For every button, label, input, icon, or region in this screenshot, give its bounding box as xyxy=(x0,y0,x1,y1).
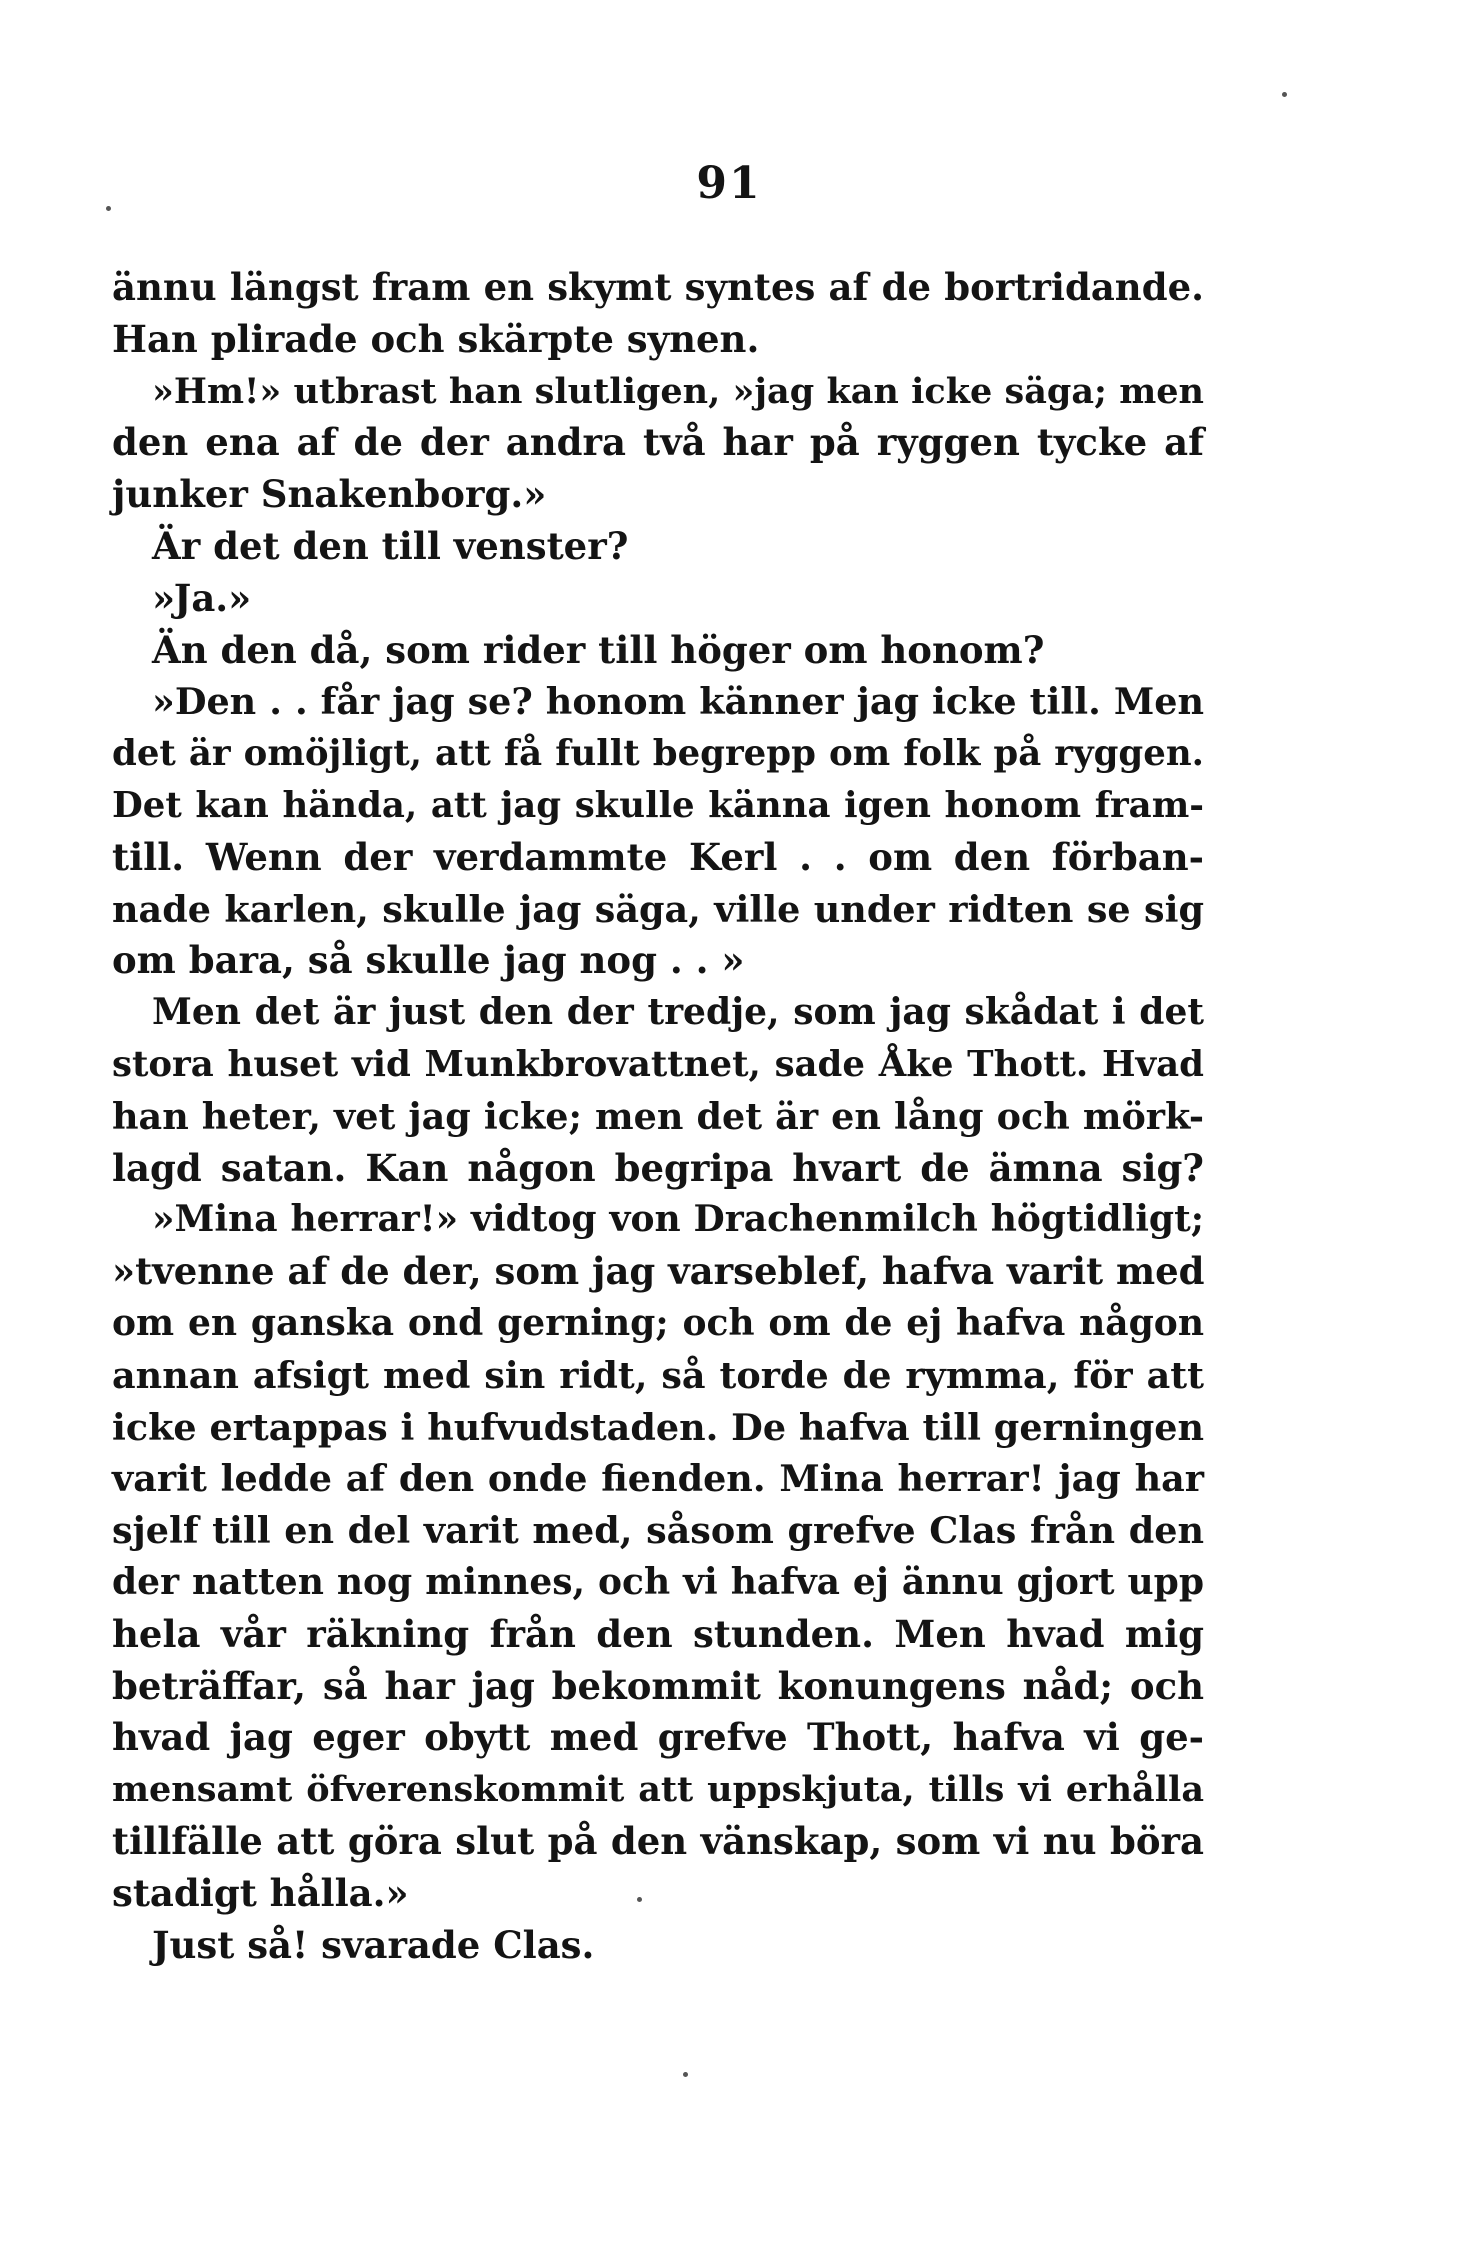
text-line: »tvenne af de der, som jag varseblef, hafva varit med xyxy=(112,1249,1205,1294)
text-line: Men det är just den der tredje, som jag skådat i det xyxy=(152,991,1204,1034)
text-line: junker Snakenborg.» xyxy=(112,472,547,517)
text-line: Just så! svarade Clas. xyxy=(152,1922,595,1967)
text-line: annan afsigt med sin ridt, så torde de rymma, för att xyxy=(112,1353,1204,1397)
text-line: beträffar, så har jag bekommit konungens nåd; och xyxy=(112,1663,1204,1708)
scan-speck xyxy=(683,2072,688,2077)
text-line: stadigt hålla.» xyxy=(112,1870,409,1915)
text-line: Det kan hända, att jag skulle känna igen honom fram- xyxy=(112,784,1204,826)
text-line: sjelf till en del varit med, såsom grefve Clas från den xyxy=(112,1509,1204,1553)
text-line: varit ledde af den onde fienden. Mina herrar! jag har xyxy=(112,1457,1204,1501)
scan-speck xyxy=(1282,92,1287,97)
text-line: Än den då, som rider till höger om honom? xyxy=(152,627,1045,672)
text-line: om en ganska ond gerning; och om de ej hafva någon xyxy=(112,1301,1204,1344)
text-line: om bara, så skulle jag nog . . » xyxy=(112,938,745,983)
text-line: det är omöjligt, att få fullt begrepp om folk på ryggen. xyxy=(112,733,1204,775)
scan-speck xyxy=(106,206,111,211)
text-line: lagd satan. Kan någon begripa hvart de ämna sig? xyxy=(112,1145,1204,1190)
text-line: hvad jag eger obytt med grefve Thott, hafva vi ge- xyxy=(112,1715,1204,1760)
text-line: stora huset vid Munkbrovattnet, sade Åke Thott. Hvad xyxy=(112,1043,1204,1085)
text-line: tillfälle att göra slut på den vänskap, som vi nu böra xyxy=(112,1818,1204,1863)
scan-speck xyxy=(637,1897,642,1902)
text-line: ännu längst fram en skymt syntes af de bortridande. xyxy=(112,265,1204,309)
text-line: mensamt öfverenskommit att uppskjuta, tills vi erhålla xyxy=(112,1769,1204,1811)
text-line: Är det den till venster? xyxy=(152,523,629,568)
text-line: »Mina herrar!» vidtog von Drachenmilch högtidligt; xyxy=(152,1198,1204,1241)
text-line: till. Wenn der verdammte Kerl . . om den förban- xyxy=(112,834,1204,879)
body-text xyxy=(112,262,1204,1971)
text-line: han heter, vet jag icke; men det är en lång och mörk- xyxy=(112,1094,1204,1138)
text-line: den ena af de der andra två har på ryggen tycke af xyxy=(112,420,1204,465)
page-number: 91 xyxy=(696,158,762,209)
text-line: hela vår räkning från den stunden. Men hvad mig xyxy=(112,1611,1204,1656)
text-line: Han plirade och skärpte synen. xyxy=(112,316,760,361)
text-line: nade karlen, skulle jag säga, ville under ridten se sig xyxy=(112,887,1204,931)
text-line: »Den . . får jag se? honom känner jag icke till. Men xyxy=(152,680,1204,724)
text-line: icke ertappas i hufvudstaden. De hafva till gerningen xyxy=(112,1405,1204,1449)
text-line: der natten nog minnes, och vi hafva ej ännu gjort upp xyxy=(112,1560,1204,1603)
text-line: »Ja.» xyxy=(152,575,252,620)
text-line: »Hm!» utbrast han slutligen, »jag kan icke säga; men xyxy=(152,370,1204,412)
